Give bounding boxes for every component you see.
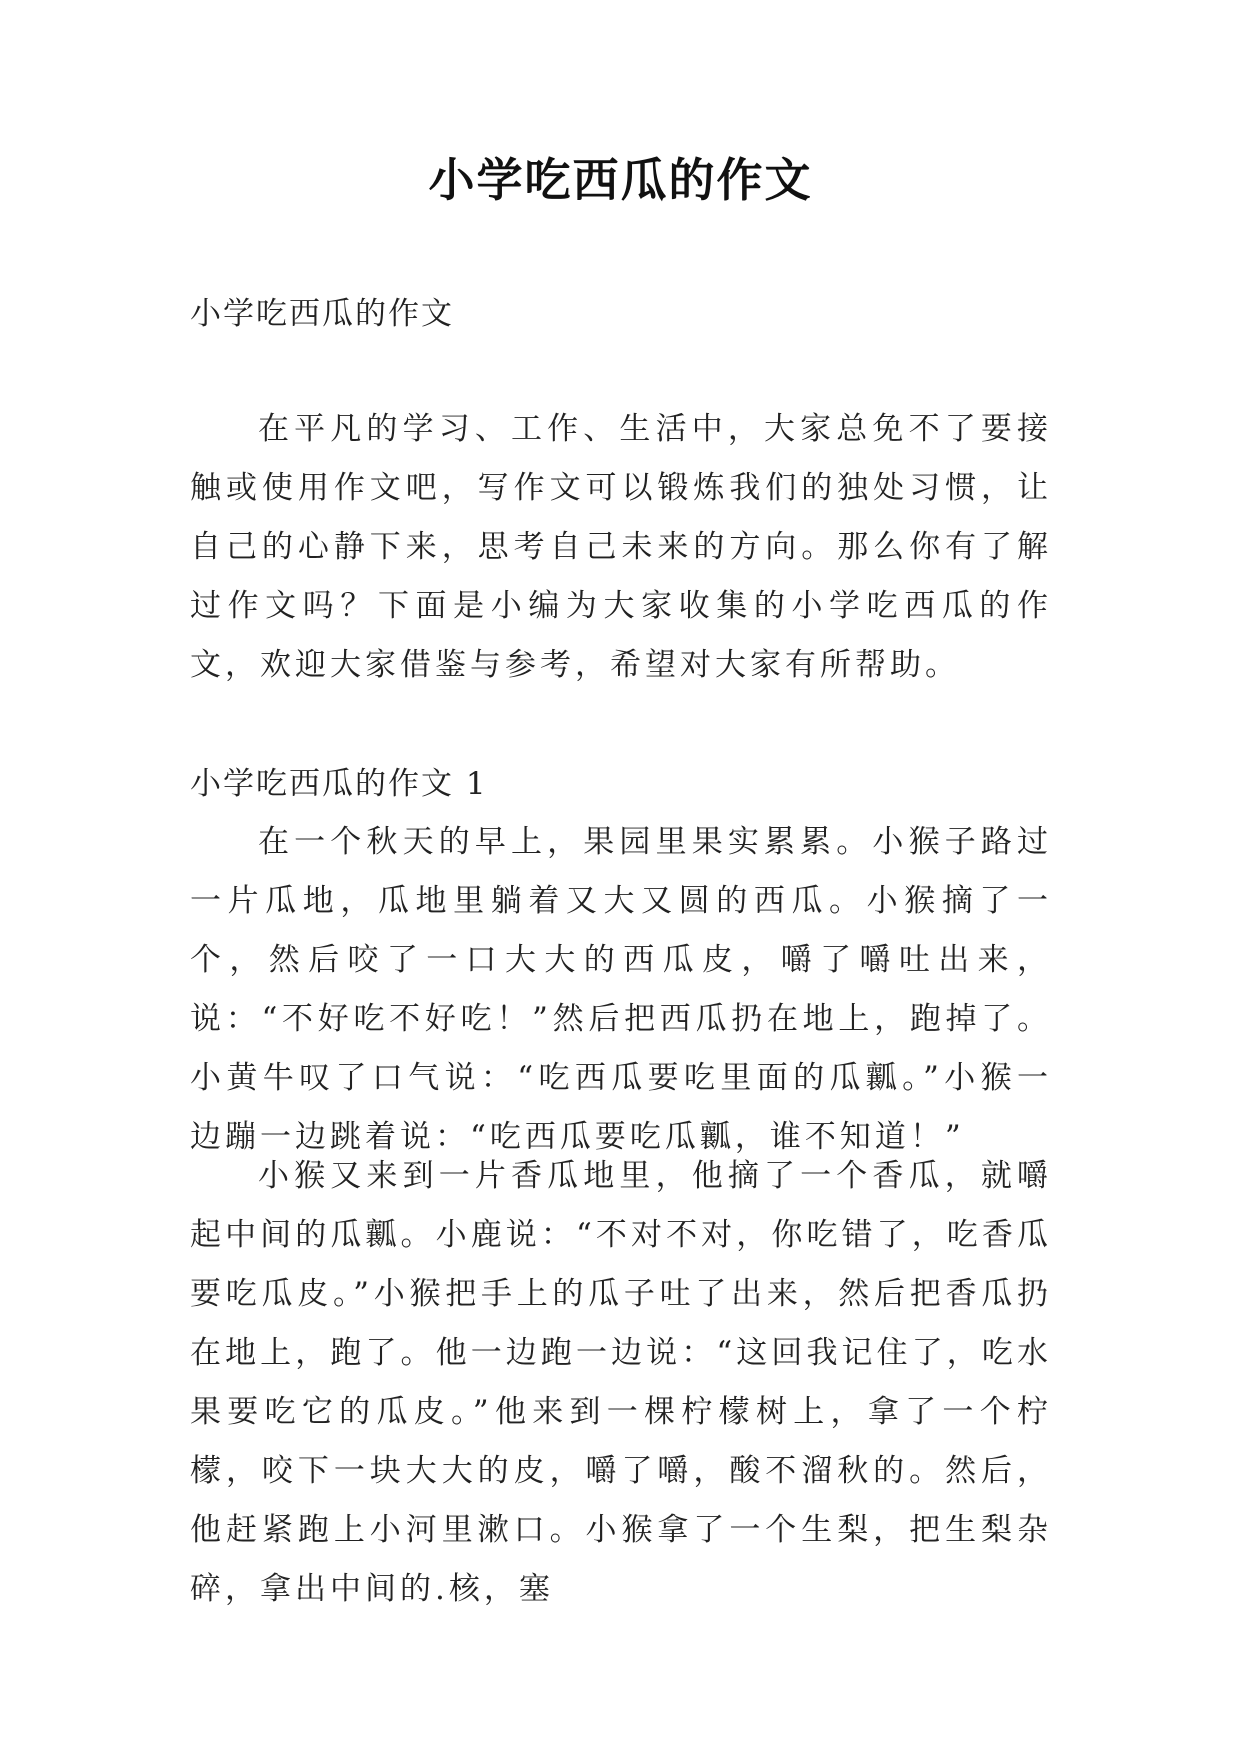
essay-1-heading: 小学吃西瓜的作文 1 bbox=[190, 766, 488, 802]
section-heading: 小学吃西瓜的作文 bbox=[190, 296, 454, 332]
essay-1-paragraph: 在一个秋天的早上，果园里果实累累。小猴子路过一片瓜地，瓜地里躺着又大又圆的西瓜。小猴摘了一个，然后咬了一口大大的西瓜皮，嚼了嚼吐出来，说：“不好吃不好吃！”然后把西瓜扔在地上，跑掉了。小黄牛叹了口气说：“吃西瓜要吃里面的瓜瓤。”小猴一边蹦一边跳着说：“吃西瓜要吃瓜瓤，谁不知道！” bbox=[190, 824, 1052, 1155]
intro-paragraph: 在平凡的学习、工作、生活中，大家总免不了要接触或使用作文吧，写作文可以锻炼我们的独处习惯，让自己的心静下来，思考自己未来的方向。那么你有了解过作文吗？下面是小编为大家收集的小学吃西瓜的作文，欢迎大家借鉴与参考，希望对大家有所帮助。 bbox=[190, 411, 1052, 683]
document-title: 小学吃西瓜的作文 bbox=[428, 153, 813, 207]
essay-1-paragraph: 小猴又来到一片香瓜地里，他摘了一个香瓜，就嚼起中间的瓜瓤。小鹿说：“不对不对，你吃错了，吃香瓜要吃瓜皮。”小猴把手上的瓜子吐了出来，然后把香瓜扔在地上，跑了。他一边跑一边说：“这回我记住了，吃水果要吃它的瓜皮。”他来到一棵柠檬树上，拿了一个柠檬，咬下一块大大的皮，嚼了嚼，酸不溜秋的。然后，他赶紧跑上小河里漱口。小猴拿了一个生梨，把生梨杂碎，拿出中间的.核，塞 bbox=[190, 1158, 1052, 1607]
